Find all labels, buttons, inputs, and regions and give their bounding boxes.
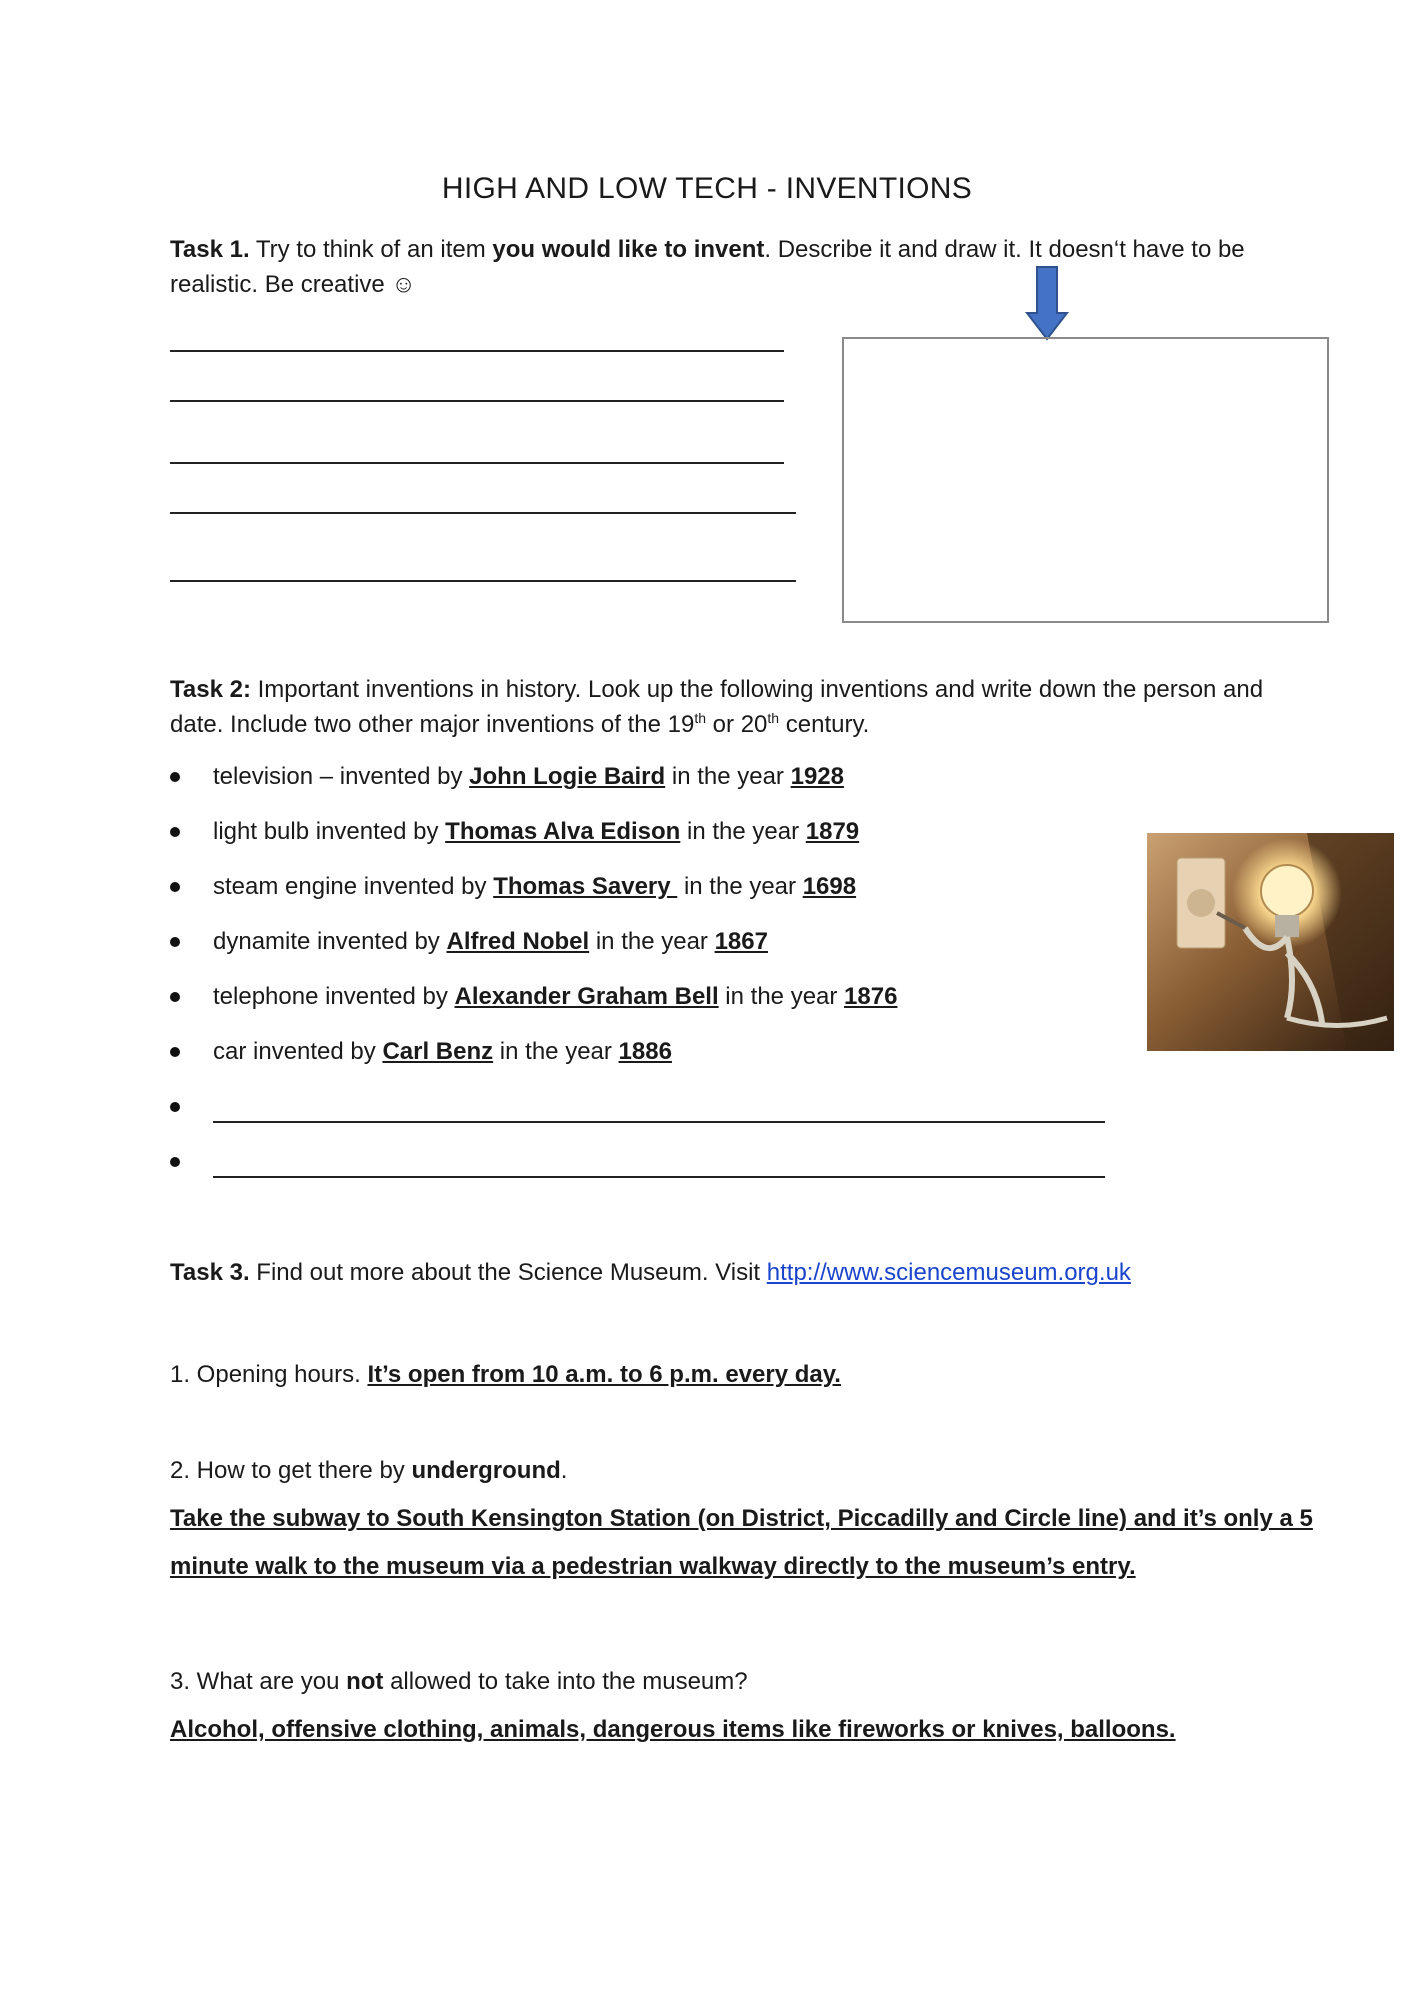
question-text-end: allowed to take into the museum? xyxy=(383,1668,748,1695)
bullet-icon xyxy=(170,827,180,837)
superscript: th xyxy=(694,710,707,726)
bullet-icon xyxy=(170,1157,180,1167)
year: 1867 xyxy=(714,928,768,955)
answer-text: minute walk to the museum via a pedestrian walkway directly to the museum’s entry. xyxy=(170,1553,1136,1580)
inventor: Carl Benz xyxy=(382,1038,494,1065)
answer-line-3[interactable] xyxy=(170,462,784,464)
item-text: in the year xyxy=(493,1038,619,1065)
task1-label: Task 1. xyxy=(170,236,250,263)
year: 1876 xyxy=(844,983,898,1010)
item-text: in the year xyxy=(665,763,791,790)
task3-label: Task 3. xyxy=(170,1259,250,1286)
item-text: in the year xyxy=(718,983,845,1010)
answer-line[interactable] xyxy=(213,1176,1105,1178)
answer-text: Take the subway to South Kensington Station (on District, Piccadilly and Circle line) and it’s only a 5 xyxy=(170,1505,1313,1532)
bullet-icon xyxy=(170,992,180,1002)
year: 1928 xyxy=(790,763,844,790)
answer-not-allowed xyxy=(170,1712,1270,1747)
inventor: Alexander Graham Bell xyxy=(454,983,719,1010)
item-text: dynamite invented by xyxy=(213,928,447,955)
down-arrow-icon xyxy=(1025,265,1069,341)
item-text: steam engine invented by xyxy=(213,873,494,900)
answer-text: It’s open from 10 a.m. to 6 p.m. every day. xyxy=(367,1361,841,1388)
answer-underground-line1 xyxy=(170,1501,1320,1536)
item-text: television – invented by xyxy=(213,763,470,790)
question-not-allowed xyxy=(170,1664,1270,1699)
item-text: in the year xyxy=(680,818,806,845)
answer-underground-line2 xyxy=(170,1549,1270,1584)
task2-text-mid: or 20 xyxy=(706,711,768,738)
question-emphasis: not xyxy=(346,1668,384,1695)
year: 1886 xyxy=(618,1038,672,1065)
task2-text: Important inventions in history. Look up the following inventions and write down the person and date. Include two other major inventions of the 19 xyxy=(170,676,1264,738)
task2-label: Task 2: xyxy=(170,676,251,703)
inventor: Alfred Nobel xyxy=(446,928,590,955)
list-item-blank[interactable] xyxy=(170,1090,1120,1124)
task1-emphasis: you would like to invent xyxy=(492,236,765,263)
task1-instructions xyxy=(170,232,1270,302)
bullet-icon xyxy=(170,1047,180,1057)
answer-text: Alcohol, offensive clothing, animals, dangerous items like fireworks or knives, balloons. xyxy=(170,1716,1176,1743)
list-item-blank[interactable] xyxy=(170,1145,1120,1179)
inventor: John Logie Baird xyxy=(469,763,666,790)
answer-line-2[interactable] xyxy=(170,400,784,402)
item-text: telephone invented by xyxy=(213,983,455,1010)
answer-line-4[interactable] xyxy=(170,512,796,514)
lightbulb-figure-photo xyxy=(1147,833,1394,1051)
question-text: 3. What are you xyxy=(170,1668,347,1695)
item-text: light bulb invented by xyxy=(213,818,446,845)
question-text: 2. How to get there by xyxy=(170,1457,412,1484)
question-opening-hours xyxy=(170,1357,1270,1392)
task3-instructions xyxy=(170,1255,1270,1290)
item-text: car invented by xyxy=(213,1038,383,1065)
museum-link[interactable]: http://www.sciencemuseum.org.uk xyxy=(766,1259,1131,1286)
year: 1698 xyxy=(802,873,857,900)
drawing-box[interactable] xyxy=(842,337,1329,623)
year: 1879 xyxy=(805,818,860,845)
answer-line[interactable] xyxy=(213,1121,1105,1123)
question-text-end: . xyxy=(560,1457,568,1484)
task2-text-end: century. xyxy=(779,711,870,738)
question-text: 1. Opening hours. xyxy=(170,1361,368,1388)
bullet-icon xyxy=(170,1102,180,1112)
inventor: Thomas Savery xyxy=(493,873,678,900)
bullet-icon xyxy=(170,772,180,782)
page-title: HIGH AND LOW TECH - INVENTIONS xyxy=(441,172,973,205)
task2-instructions xyxy=(170,672,1270,742)
bullet-icon xyxy=(170,882,180,892)
inventor: Thomas Alva Edison xyxy=(445,818,681,845)
answer-line-5[interactable] xyxy=(170,580,796,582)
question-underground xyxy=(170,1453,1270,1488)
item-text: in the year xyxy=(677,873,803,900)
question-emphasis: underground xyxy=(411,1457,561,1484)
task3-text: Find out more about the Science Museum. Visit xyxy=(249,1259,767,1286)
task1-text-end: . Describe it and draw it. It doesn‘t have to be realistic. Be creative ☺ xyxy=(170,236,1245,298)
task1-text: Try to think of an item xyxy=(249,236,493,263)
superscript: th xyxy=(767,710,780,726)
bullet-icon xyxy=(170,937,180,947)
answer-line-1[interactable] xyxy=(170,350,784,352)
item-text: in the year xyxy=(589,928,715,955)
